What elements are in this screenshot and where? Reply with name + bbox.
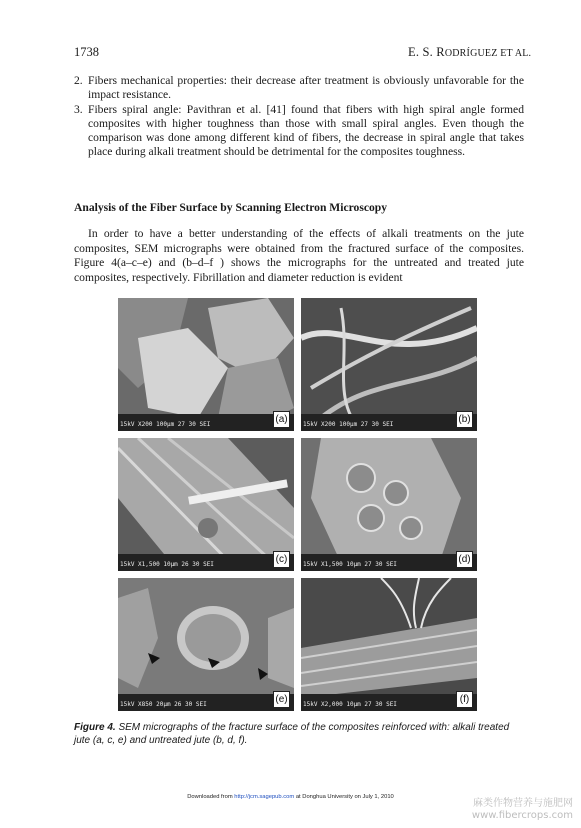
list-item-number: 2.: [74, 74, 83, 87]
sem-image-d: [301, 438, 477, 571]
footer-suffix: at Donghua University on July 1, 2010: [294, 794, 394, 800]
author-smallcaps: ODRÍGUEZ ET AL.: [444, 48, 532, 59]
list-item-text: Fibers mechanical properties: their decrease after treatment is obviously unfavorable for the impact resistance.: [88, 74, 524, 102]
panel-label: (c): [273, 551, 290, 568]
sem-image-a: [118, 298, 294, 431]
list-item-number: 3.: [74, 102, 83, 116]
sem-panel-a: [118, 298, 294, 431]
sem-panel-e: [118, 578, 294, 711]
section-heading: Analysis of the Fiber Surface by Scanning Electron Microscopy: [74, 201, 388, 214]
figure-caption: [74, 722, 526, 747]
sem-databar: 15kV X1,500 10µm 26 30 SEI: [120, 561, 214, 568]
list-item: [74, 74, 524, 103]
watermark-line-2: www.fibercrops.com: [471, 810, 573, 821]
caption-label: Figure 4.: [74, 722, 116, 733]
list-item: [74, 103, 524, 160]
body-paragraph: In order to have a better understanding of the effects of alkali treatments on the jute composites, SEM micrographs were obtained from the fractured surface of the composites. Figure 4(a–c–e) and (b–d–f ) shows the micrographs for the untreated and treated jute composites, respectively. Fibrillation and diameter reduction is evident: [74, 227, 524, 284]
watermark: [472, 798, 573, 822]
sem-image-c: [118, 438, 294, 571]
sem-databar: 15kV X200 100µm 27 30 SEI: [303, 421, 394, 428]
sem-image-e: [118, 578, 294, 711]
sem-panel-c: [118, 438, 294, 571]
watermark-line-1: 麻类作物营养与施肥网: [473, 798, 573, 809]
panel-label: (f): [456, 691, 473, 708]
sem-panel-f: [301, 578, 477, 711]
author-prefix: E. S. R: [408, 45, 445, 59]
panel-label: (e): [273, 691, 290, 708]
sem-databar: 15kV X1,500 10µm 27 30 SEI: [303, 561, 397, 568]
panel-label: (d): [456, 551, 473, 568]
sem-image-b: [301, 298, 477, 431]
page-number: 1738: [74, 45, 99, 59]
numbered-list: [74, 74, 524, 160]
footer-link[interactable]: http://jcm.sagepub.com: [234, 794, 295, 800]
sem-image-f: [301, 578, 477, 711]
sem-panel-b: [301, 298, 477, 431]
panel-label: (a): [273, 411, 290, 428]
footer-prefix: Downloaded from: [187, 794, 235, 800]
sem-databar: 15kV X2,000 10µm 27 30 SEI: [303, 701, 397, 708]
sem-databar: 15kV X200 100µm 27 30 SEI: [120, 421, 211, 428]
caption-text: SEM micrographs of the fracture surface of the composites reinforced with: alkali treated jute (a, c, e) and untreated jute (b, d, f).: [74, 722, 510, 746]
sem-panel-d: [301, 438, 477, 571]
panel-label: (b): [456, 411, 473, 428]
running-head-authors: [408, 45, 531, 60]
sem-databar: 15kV X850 20µm 26 30 SEI: [120, 701, 207, 708]
list-item-text: Fibers spiral angle: Pavithran et al. [41] found that fibers with high spiral angle formed composites with higher toughness than those with small spiral angles. Even though the comparison was done among different kind of fibers, the decrease in spiral angle that takes place during alkali treatment should be detrimental for the composites toughness.: [88, 102, 524, 159]
